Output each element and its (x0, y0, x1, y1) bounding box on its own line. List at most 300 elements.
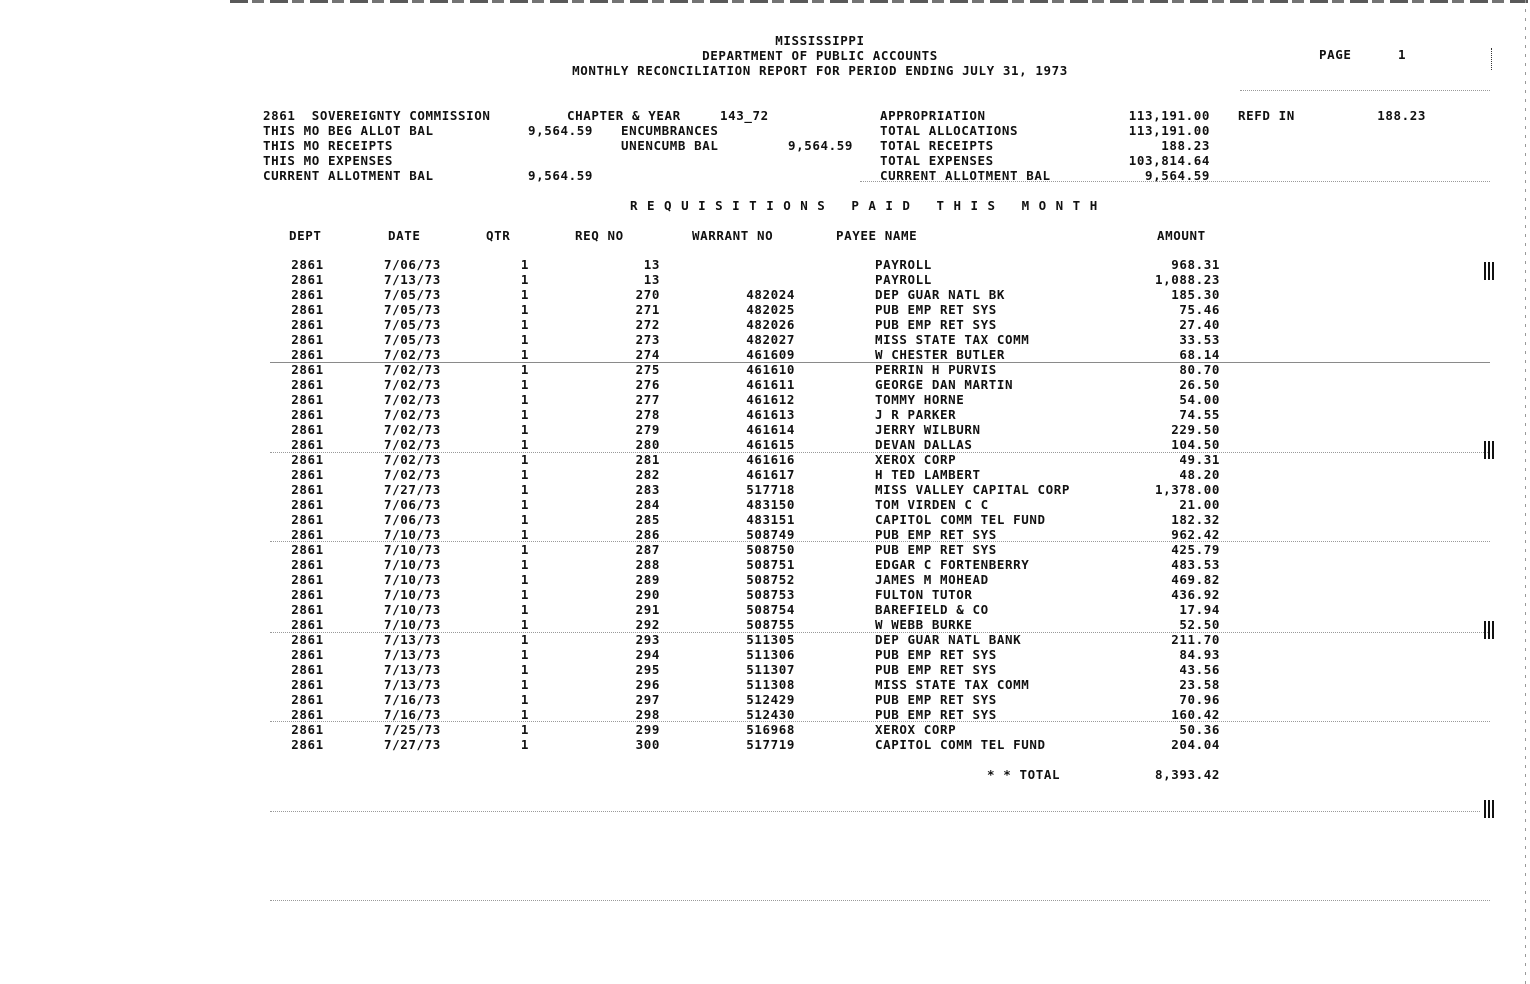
warrant-no-cell: 508755 (746, 617, 795, 632)
column-header-amount: AMOUNT (1157, 228, 1206, 243)
qtr-cell: 1 (520, 647, 530, 662)
qtr-cell: 1 (520, 467, 530, 482)
req-no-cell: 276 (635, 377, 660, 392)
qtr-cell: 1 (520, 287, 530, 302)
dept-cell: 2861 (291, 467, 324, 482)
spacer (795, 407, 875, 422)
dept-cell: 2861 (291, 572, 324, 587)
amount-cell: 1,378.00 (1154, 482, 1220, 497)
spacer (795, 287, 875, 302)
payee-name-cell: PUB EMP RET SYS (875, 692, 997, 707)
spacer (795, 677, 875, 692)
req-no-cell: 274 (635, 347, 660, 362)
qtr-cell: 1 (520, 572, 530, 587)
dept-cell: 2861 (291, 317, 324, 332)
spacer (795, 272, 875, 287)
warrant-no-cell: 512429 (746, 692, 795, 707)
receipts-label: THIS MO RECEIPTS (263, 138, 394, 153)
date-cell: 7/10/73 (384, 617, 441, 632)
qtr-cell: 1 (520, 362, 530, 377)
qtr-cell: 1 (520, 452, 530, 467)
dept-cell: 2861 (291, 692, 324, 707)
dept-cell: 2861 (291, 722, 324, 737)
amount-cell: 48.20 (1179, 467, 1220, 482)
req-no-cell: 284 (635, 497, 660, 512)
spacer (795, 722, 875, 737)
date-cell: 7/02/73 (384, 422, 441, 437)
dept-cell: 2861 (291, 542, 324, 557)
table-row (270, 512, 1220, 527)
dept-cell: 2861 (291, 452, 324, 467)
beg-allot-label: THIS MO BEG ALLOT BAL (263, 123, 434, 138)
warrant-no-cell: 508750 (746, 542, 795, 557)
date-cell: 7/10/73 (384, 542, 441, 557)
warrant-no-cell: 461616 (746, 452, 795, 467)
spacer (795, 497, 875, 512)
qtr-cell: 1 (520, 587, 530, 602)
date-cell: 7/16/73 (384, 692, 441, 707)
warrant-no-cell: 482027 (746, 332, 795, 347)
dept-cell: 2861 (291, 482, 324, 497)
section-title: REQUISITIONS PAID THIS MONTH (630, 198, 1107, 213)
qtr-cell: 1 (520, 632, 530, 647)
amount-cell: 483.53 (1171, 557, 1220, 572)
margin-mark (1491, 48, 1493, 70)
guide-line (270, 721, 1490, 722)
payee-name-cell: FULTON TUTOR (875, 587, 973, 602)
date-cell: 7/13/73 (384, 632, 441, 647)
spacer (795, 422, 875, 437)
date-cell: 7/10/73 (384, 602, 441, 617)
req-no-cell: 294 (635, 647, 660, 662)
date-cell: 7/02/73 (384, 407, 441, 422)
req-no-cell: 277 (635, 392, 660, 407)
total-allocations-value: 113,191.00 (1128, 123, 1210, 138)
amount-cell: 75.46 (1179, 302, 1220, 317)
dept-cell: 2861 (291, 557, 324, 572)
amount-cell: 182.32 (1171, 512, 1220, 527)
payee-name-cell: JERRY WILBURN (875, 422, 981, 437)
qtr-cell: 1 (520, 332, 530, 347)
dept-cell: 2861 (291, 617, 324, 632)
date-cell: 7/10/73 (384, 587, 441, 602)
payee-name-cell: MISS STATE TAX COMM (875, 677, 1030, 692)
total-label: * * TOTAL (987, 767, 1061, 782)
total-value: 8,393.42 (1154, 767, 1220, 782)
appropriation-label: APPROPRIATION (880, 108, 986, 123)
table-row (270, 647, 1220, 662)
qtr-cell: 1 (520, 707, 530, 722)
amount-cell: 43.56 (1179, 662, 1220, 677)
table-row (270, 587, 1220, 602)
payee-name-cell: JAMES M MOHEAD (875, 572, 989, 587)
qtr-cell: 1 (520, 392, 530, 407)
amount-cell: 68.14 (1179, 347, 1220, 362)
dept-cell: 2861 (291, 527, 324, 542)
warrant-no-cell: 508752 (746, 572, 795, 587)
warrant-no-cell: 461617 (746, 467, 795, 482)
date-cell: 7/02/73 (384, 392, 441, 407)
qtr-cell: 1 (520, 512, 530, 527)
qtr-cell: 1 (520, 602, 530, 617)
req-no-cell: 281 (635, 452, 660, 467)
spacer (795, 692, 875, 707)
warrant-no-cell: 482026 (746, 317, 795, 332)
payee-name-cell: MISS STATE TAX COMM (875, 332, 1030, 347)
unencumb-value: 9,564.59 (787, 138, 853, 153)
qtr-cell: 1 (520, 692, 530, 707)
dept-cell: 2861 (291, 407, 324, 422)
spacer (795, 437, 875, 452)
req-no-cell: 273 (635, 332, 660, 347)
current-allot-label: CURRENT ALLOTMENT BAL (263, 168, 434, 183)
date-cell: 7/13/73 (384, 272, 441, 287)
amount-cell: 436.92 (1171, 587, 1220, 602)
table-row (270, 632, 1220, 647)
date-cell: 7/02/73 (384, 437, 441, 452)
amount-cell: 1,088.23 (1154, 272, 1220, 287)
amount-cell: 49.31 (1179, 452, 1220, 467)
amount-cell: 160.42 (1171, 707, 1220, 722)
table-row (270, 617, 1220, 632)
warrant-no-cell: 461615 (746, 437, 795, 452)
req-no-cell: 283 (635, 482, 660, 497)
amount-cell: 185.30 (1171, 287, 1220, 302)
margin-tick-icon (1484, 262, 1496, 280)
req-no-cell: 278 (635, 407, 660, 422)
appropriation-value: 113,191.00 (1128, 108, 1210, 123)
warrant-no-cell: 508753 (746, 587, 795, 602)
date-cell: 7/10/73 (384, 572, 441, 587)
date-cell: 7/27/73 (384, 482, 441, 497)
table-row (270, 362, 1220, 377)
warrant-no-cell: 482025 (746, 302, 795, 317)
payee-name-cell: PUB EMP RET SYS (875, 527, 997, 542)
qtr-cell: 1 (520, 377, 530, 392)
amount-cell: 84.93 (1179, 647, 1220, 662)
req-no-cell: 279 (635, 422, 660, 437)
spacer (795, 302, 875, 317)
warrant-no-cell: 461613 (746, 407, 795, 422)
table-row (270, 497, 1220, 512)
date-cell: 7/06/73 (384, 497, 441, 512)
date-cell: 7/06/73 (384, 512, 441, 527)
payee-name-cell: PERRIN H PURVIS (875, 362, 997, 377)
amount-cell: 229.50 (1171, 422, 1220, 437)
qtr-cell: 1 (520, 617, 530, 632)
date-cell: 7/05/73 (384, 317, 441, 332)
total-expenses-label: TOTAL EXPENSES (880, 153, 994, 168)
table-row (270, 302, 1220, 317)
date-cell: 7/13/73 (384, 677, 441, 692)
spacer (795, 317, 875, 332)
payee-name-cell: CAPITOL COMM TEL FUND (875, 512, 1046, 527)
payee-name-cell: XEROX CORP (875, 722, 957, 737)
table-row (270, 482, 1220, 497)
guide-line (270, 900, 1490, 901)
warrant-no-cell: 511306 (746, 647, 795, 662)
req-no-cell: 285 (635, 512, 660, 527)
warrant-no-cell: 461614 (746, 422, 795, 437)
dept-cell: 2861 (291, 662, 324, 677)
spacer (795, 542, 875, 557)
dept-cell: 2861 (291, 302, 324, 317)
req-no-cell: 275 (635, 362, 660, 377)
table-row (270, 257, 1220, 272)
date-cell: 7/13/73 (384, 662, 441, 677)
table-row (270, 437, 1220, 452)
dept-cell: 2861 (291, 437, 324, 452)
payee-name-cell: W CHESTER BUTLER (875, 347, 1006, 362)
dept-cell: 2861 (291, 632, 324, 647)
qtr-cell: 1 (520, 542, 530, 557)
spacer (795, 602, 875, 617)
payee-name-cell: PAYROLL (875, 257, 932, 272)
payee-name-cell: PUB EMP RET SYS (875, 662, 997, 677)
qtr-cell: 1 (520, 722, 530, 737)
payee-name-cell: H TED LAMBERT (875, 467, 981, 482)
amount-cell: 425.79 (1171, 542, 1220, 557)
agency-name: 2861 SOVEREIGNTY COMMISSION (263, 108, 491, 123)
warrant-no-cell: 483151 (746, 512, 795, 527)
amount-cell: 469.82 (1171, 572, 1220, 587)
req-no-cell: 293 (635, 632, 660, 647)
warrant-no-cell: 461611 (746, 377, 795, 392)
dept-cell: 2861 (291, 512, 324, 527)
table-row (270, 602, 1220, 617)
table-row (270, 452, 1220, 467)
warrant-no-cell: 508751 (746, 557, 795, 572)
dept-cell: 2861 (291, 362, 324, 377)
table-row (270, 692, 1220, 707)
table-row (270, 467, 1220, 482)
qtr-cell: 1 (520, 497, 530, 512)
table-row (270, 317, 1220, 332)
date-cell: 7/02/73 (384, 452, 441, 467)
guide-line (270, 541, 1490, 542)
amount-cell: 17.94 (1179, 602, 1220, 617)
date-cell: 7/05/73 (384, 287, 441, 302)
guide-line (270, 811, 1480, 812)
req-no-cell: 271 (635, 302, 660, 317)
column-header-dept: DEPT (289, 228, 322, 243)
beg-allot-value: 9,564.59 (527, 123, 593, 138)
warrant-no-cell: 508749 (746, 527, 795, 542)
payee-name-cell: PUB EMP RET SYS (875, 317, 997, 332)
column-header-warrant-no: WARRANT NO (692, 228, 774, 243)
table-row (270, 332, 1220, 347)
amount-cell: 27.40 (1179, 317, 1220, 332)
warrant-no-cell (660, 257, 795, 272)
warrant-no-cell: 516968 (746, 722, 795, 737)
date-cell: 7/16/73 (384, 707, 441, 722)
dept-cell: 2861 (291, 602, 324, 617)
date-cell: 7/10/73 (384, 557, 441, 572)
spacer (795, 332, 875, 347)
dept-cell: 2861 (291, 392, 324, 407)
qtr-cell: 1 (520, 737, 530, 752)
date-cell: 7/02/73 (384, 377, 441, 392)
amount-cell: 962.42 (1171, 527, 1220, 542)
spacer (795, 257, 875, 272)
guide-line (270, 362, 1490, 363)
table-row (270, 662, 1220, 677)
table-row (270, 422, 1220, 437)
req-no-cell: 300 (635, 737, 660, 752)
amount-cell: 50.36 (1179, 722, 1220, 737)
date-cell: 7/02/73 (384, 362, 441, 377)
qtr-cell: 1 (520, 677, 530, 692)
payee-name-cell: BAREFIELD & CO (875, 602, 989, 617)
column-header-payee-name: PAYEE NAME (836, 228, 918, 243)
report-title: MONTHLY RECONCILIATION REPORT FOR PERIOD ENDING JULY 31, 1973 (572, 63, 1068, 78)
spacer (795, 587, 875, 602)
payee-name-cell: PUB EMP RET SYS (875, 302, 997, 317)
page-number: 1 (1398, 47, 1407, 62)
qtr-cell: 1 (520, 317, 530, 332)
payee-name-cell: J R PARKER (875, 407, 957, 422)
req-no-cell: 290 (635, 587, 660, 602)
spacer (795, 632, 875, 647)
warrant-no-cell: 511305 (746, 632, 795, 647)
guide-line (860, 181, 1490, 182)
payee-name-cell: MISS VALLEY CAPITAL CORP (875, 482, 1071, 497)
dept-cell: 2861 (291, 287, 324, 302)
dept-cell: 2861 (291, 422, 324, 437)
req-no-cell: 296 (635, 677, 660, 692)
req-no-cell: 272 (635, 317, 660, 332)
spacer (795, 452, 875, 467)
page-label: PAGE (1319, 47, 1352, 62)
warrant-no-cell: 483150 (746, 497, 795, 512)
payee-name-cell: PUB EMP RET SYS (875, 647, 997, 662)
dept-cell: 2861 (291, 272, 324, 287)
table-row (270, 557, 1220, 572)
req-no-cell: 291 (635, 602, 660, 617)
guide-line (1240, 90, 1490, 91)
spacer (795, 572, 875, 587)
dept-cell: 2861 (291, 332, 324, 347)
total-allocations-label: TOTAL ALLOCATIONS (880, 123, 1019, 138)
date-cell: 7/27/73 (384, 737, 441, 752)
req-no-cell: 292 (635, 617, 660, 632)
spacer (795, 482, 875, 497)
qtr-cell: 1 (520, 347, 530, 362)
column-header-qtr: QTR (486, 228, 511, 243)
spacer (795, 467, 875, 482)
spacer (795, 707, 875, 722)
refd-in-label: REFD IN (1238, 108, 1295, 123)
table-row (270, 287, 1220, 302)
guide-line (270, 452, 1490, 453)
dept-cell: 2861 (291, 377, 324, 392)
spacer (795, 377, 875, 392)
spacer (795, 512, 875, 527)
date-cell: 7/06/73 (384, 257, 441, 272)
column-header-req-no: REQ NO (575, 228, 624, 243)
margin-tick-icon (1484, 621, 1496, 639)
qtr-cell: 1 (520, 482, 530, 497)
table-row (270, 527, 1220, 542)
amount-cell: 968.31 (1171, 257, 1220, 272)
payee-name-cell: PUB EMP RET SYS (875, 707, 997, 722)
table-row (270, 272, 1220, 287)
date-cell: 7/13/73 (384, 647, 441, 662)
payee-name-cell: DEP GUAR NATL BANK (875, 632, 1022, 647)
req-no-cell: 298 (635, 707, 660, 722)
spacer (795, 392, 875, 407)
payee-name-cell: TOM VIRDEN C C (875, 497, 989, 512)
req-no-cell: 289 (635, 572, 660, 587)
spacer (795, 362, 875, 377)
spacer (795, 527, 875, 542)
amount-cell: 26.50 (1179, 377, 1220, 392)
warrant-no-cell: 461609 (746, 347, 795, 362)
table-row (270, 677, 1220, 692)
state-heading: MISSISSIPPI (775, 33, 865, 48)
date-cell: 7/25/73 (384, 722, 441, 737)
payee-name-cell: TOMMY HORNE (875, 392, 965, 407)
req-no-cell: 270 (635, 287, 660, 302)
req-no-cell: 280 (635, 437, 660, 452)
req-no-cell: 288 (635, 557, 660, 572)
warrant-no-cell: 461610 (746, 362, 795, 377)
payee-name-cell: PUB EMP RET SYS (875, 542, 997, 557)
current-allot-right-value: 9,564.59 (1144, 168, 1210, 183)
dept-cell: 2861 (291, 347, 324, 362)
date-cell: 7/02/73 (384, 347, 441, 362)
total-receipts-label: TOTAL RECEIPTS (880, 138, 994, 153)
warrant-no-cell: 461612 (746, 392, 795, 407)
warrant-no-cell: 517719 (746, 737, 795, 752)
req-no-cell: 13 (643, 257, 660, 272)
amount-cell: 211.70 (1171, 632, 1220, 647)
table-row (270, 737, 1220, 752)
qtr-cell: 1 (520, 662, 530, 677)
dept-cell: 2861 (291, 257, 324, 272)
spacer (795, 347, 875, 362)
req-no-cell: 286 (635, 527, 660, 542)
date-cell: 7/05/73 (384, 302, 441, 317)
current-allot-value: 9,564.59 (527, 168, 593, 183)
table-row (270, 722, 1220, 737)
payee-name-cell: DEP GUAR NATL BK (875, 287, 1006, 302)
warrant-no-cell: 512430 (746, 707, 795, 722)
warrant-no-cell: 517718 (746, 482, 795, 497)
requisitions-table (270, 257, 1220, 752)
amount-cell: 80.70 (1179, 362, 1220, 377)
perforation-strip (230, 0, 1530, 3)
dept-cell: 2861 (291, 707, 324, 722)
dept-cell: 2861 (291, 587, 324, 602)
date-cell: 7/10/73 (384, 527, 441, 542)
warrant-no-cell: 511308 (746, 677, 795, 692)
req-no-cell: 287 (635, 542, 660, 557)
qtr-cell: 1 (520, 527, 530, 542)
amount-cell: 21.00 (1179, 497, 1220, 512)
req-no-cell: 295 (635, 662, 660, 677)
qtr-cell: 1 (520, 437, 530, 452)
payee-name-cell: EDGAR C FORTENBERRY (875, 557, 1030, 572)
margin-tick-icon (1484, 800, 1496, 818)
qtr-cell: 1 (520, 257, 530, 272)
column-header-date: DATE (388, 228, 421, 243)
page-edge (1525, 0, 1526, 984)
qtr-cell: 1 (520, 272, 530, 287)
dept-cell: 2861 (291, 737, 324, 752)
encumbrances-label: ENCUMBRANCES (621, 123, 719, 138)
req-no-cell: 282 (635, 467, 660, 482)
